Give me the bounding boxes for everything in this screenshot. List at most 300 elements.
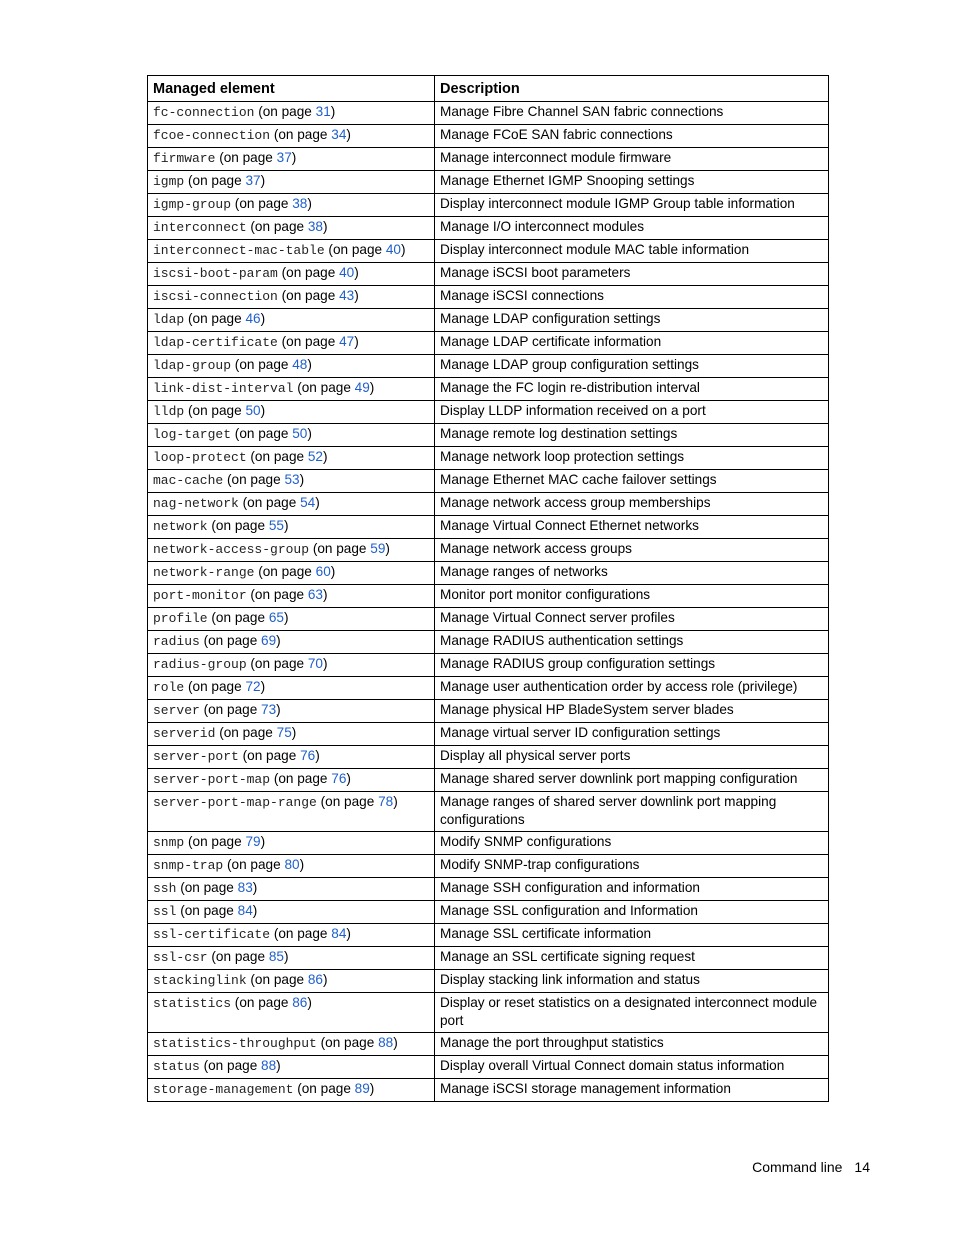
managed-element-cell bbox=[148, 901, 435, 924]
page-reference-link[interactable]: 49 bbox=[354, 380, 370, 395]
managed-element-cell bbox=[148, 171, 435, 194]
command-name: link-dist-interval bbox=[153, 381, 294, 396]
on-page-suffix: ) bbox=[260, 834, 266, 849]
on-page-suffix: ) bbox=[322, 449, 328, 464]
managed-element-cell bbox=[148, 993, 435, 1033]
table-row bbox=[148, 769, 829, 792]
on-page-suffix: ) bbox=[322, 972, 328, 987]
managed-element-cell bbox=[148, 608, 435, 631]
description-cell: Modify SNMP configurations bbox=[435, 832, 829, 855]
on-page-prefix: (on page bbox=[211, 610, 269, 625]
managed-element-cell bbox=[148, 240, 435, 263]
page-reference-link[interactable]: 78 bbox=[378, 794, 394, 809]
managed-element-cell bbox=[148, 355, 435, 378]
table-row bbox=[148, 1079, 829, 1102]
table-row bbox=[148, 309, 829, 332]
page-reference-link[interactable]: 60 bbox=[315, 564, 331, 579]
on-page-suffix: ) bbox=[283, 518, 289, 533]
managed-element-cell bbox=[148, 832, 435, 855]
command-name: igmp-group bbox=[153, 197, 232, 212]
page-reference-link[interactable]: 34 bbox=[331, 127, 347, 142]
table-row bbox=[148, 631, 829, 654]
command-name: server-port bbox=[153, 749, 239, 764]
on-page-suffix: ) bbox=[315, 495, 320, 510]
command-name: log-target bbox=[153, 427, 232, 442]
on-page-suffix: ) bbox=[330, 564, 336, 579]
table-row bbox=[148, 378, 829, 401]
description-cell: Manage RADIUS authentication settings bbox=[435, 631, 829, 654]
managed-element-cell bbox=[148, 424, 435, 447]
managed-element-cell bbox=[148, 924, 435, 947]
page-reference-link[interactable]: 76 bbox=[300, 748, 316, 763]
description-cell: Display interconnect module MAC table information bbox=[435, 240, 829, 263]
table-row bbox=[148, 424, 829, 447]
on-page-suffix: ) bbox=[276, 1058, 281, 1073]
description-cell: Manage interconnect module firmware bbox=[435, 148, 829, 171]
table-row bbox=[148, 447, 829, 470]
page-footer bbox=[752, 1159, 870, 1175]
on-page-suffix: ) bbox=[299, 857, 305, 872]
description-cell: Manage remote log destination settings bbox=[435, 424, 829, 447]
page-reference-link[interactable]: 46 bbox=[245, 311, 261, 326]
command-name: ldap-group bbox=[153, 358, 232, 373]
table-row bbox=[148, 401, 829, 424]
page-reference-link[interactable]: 37 bbox=[245, 173, 261, 188]
page-reference-link[interactable]: 50 bbox=[245, 403, 261, 418]
command-name: stackinglink bbox=[153, 973, 247, 988]
page-reference-link[interactable]: 83 bbox=[237, 880, 253, 895]
on-page-prefix: (on page bbox=[242, 748, 301, 763]
command-name: ssl bbox=[153, 904, 177, 919]
description-cell: Manage ranges of shared server downlink port mapping configurations bbox=[435, 792, 829, 832]
page-reference-link[interactable]: 85 bbox=[268, 949, 284, 964]
on-page-suffix: ) bbox=[252, 903, 258, 918]
on-page-prefix: (on page bbox=[273, 127, 332, 142]
command-name: firmware bbox=[153, 151, 216, 166]
on-page-prefix: (on page bbox=[234, 357, 293, 372]
header-managed-element: Managed element bbox=[148, 76, 435, 102]
command-name: profile bbox=[153, 611, 208, 626]
table-row bbox=[148, 792, 829, 832]
on-page-suffix: ) bbox=[260, 173, 266, 188]
page-reference-link[interactable]: 50 bbox=[292, 426, 308, 441]
description-cell: Display all physical server ports bbox=[435, 746, 829, 769]
footer-section-title: Command line bbox=[752, 1159, 843, 1175]
on-page-prefix: (on page bbox=[188, 834, 246, 849]
on-page-suffix: ) bbox=[322, 587, 328, 602]
page-reference-link[interactable]: 55 bbox=[268, 518, 284, 533]
description-cell: Manage network loop protection settings bbox=[435, 447, 829, 470]
managed-element-cell bbox=[148, 700, 435, 723]
managed-element-cell bbox=[148, 447, 435, 470]
footer-page-number: 14 bbox=[854, 1159, 870, 1175]
on-page-suffix: ) bbox=[369, 380, 375, 395]
managed-element-cell bbox=[148, 769, 435, 792]
command-name: storage-management bbox=[153, 1082, 294, 1097]
table-row bbox=[148, 855, 829, 878]
managed-element-cell bbox=[148, 309, 435, 332]
on-page-suffix: ) bbox=[346, 127, 351, 142]
command-name: fc-connection bbox=[153, 105, 255, 120]
page-reference-link[interactable]: 75 bbox=[276, 725, 292, 740]
on-page-prefix: (on page bbox=[203, 633, 262, 648]
on-page-suffix: ) bbox=[393, 794, 398, 809]
description-cell: Manage ranges of networks bbox=[435, 562, 829, 585]
description-cell: Manage virtual server ID configuration settings bbox=[435, 723, 829, 746]
table-row bbox=[148, 924, 829, 947]
on-page-suffix: ) bbox=[401, 242, 406, 257]
on-page-prefix: (on page bbox=[312, 541, 371, 556]
table-row bbox=[148, 878, 829, 901]
description-cell: Manage network access group memberships bbox=[435, 493, 829, 516]
description-cell: Manage LDAP certificate information bbox=[435, 332, 829, 355]
page-reference-link[interactable]: 86 bbox=[292, 995, 308, 1010]
page-reference-link[interactable]: 84 bbox=[237, 903, 253, 918]
page-reference-link[interactable]: 53 bbox=[284, 472, 300, 487]
table-row bbox=[148, 286, 829, 309]
managed-element-cell bbox=[148, 947, 435, 970]
table-row bbox=[148, 171, 829, 194]
command-name: ldap bbox=[153, 312, 185, 327]
on-page-suffix: ) bbox=[291, 150, 297, 165]
command-name: role bbox=[153, 680, 185, 695]
description-cell: Manage LDAP group configuration settings bbox=[435, 355, 829, 378]
on-page-prefix: (on page bbox=[211, 949, 269, 964]
managed-element-cell bbox=[148, 1033, 435, 1056]
managed-element-cell bbox=[148, 585, 435, 608]
command-name: statistics-throughput bbox=[153, 1036, 317, 1051]
page-reference-link[interactable]: 89 bbox=[354, 1081, 370, 1096]
description-cell: Manage iSCSI connections bbox=[435, 286, 829, 309]
command-name: igmp bbox=[153, 174, 185, 189]
description-cell: Display LLDP information received on a port bbox=[435, 401, 829, 424]
command-name: network bbox=[153, 519, 208, 534]
description-cell: Manage the port throughput statistics bbox=[435, 1033, 829, 1056]
page-reference-link[interactable]: 73 bbox=[261, 702, 277, 717]
table-row bbox=[148, 562, 829, 585]
table-row bbox=[148, 608, 829, 631]
description-cell: Manage Virtual Connect server profiles bbox=[435, 608, 829, 631]
on-page-suffix: ) bbox=[354, 288, 359, 303]
command-name: lldp bbox=[153, 404, 185, 419]
description-cell: Manage SSL configuration and Information bbox=[435, 901, 829, 924]
description-cell: Display stacking link information and status bbox=[435, 970, 829, 993]
table-row bbox=[148, 125, 829, 148]
managed-element-cell bbox=[148, 378, 435, 401]
description-cell: Display overall Virtual Connect domain status information bbox=[435, 1056, 829, 1079]
on-page-prefix: (on page bbox=[234, 196, 293, 211]
page-reference-link[interactable]: 88 bbox=[378, 1035, 394, 1050]
description-cell: Manage RADIUS group configuration settings bbox=[435, 654, 829, 677]
managed-element-cell bbox=[148, 194, 435, 217]
table-row bbox=[148, 970, 829, 993]
page-reference-link[interactable]: 65 bbox=[268, 610, 284, 625]
on-page-suffix: ) bbox=[283, 610, 289, 625]
page-reference-link[interactable]: 31 bbox=[315, 104, 331, 119]
description-cell: Manage Ethernet MAC cache failover settings bbox=[435, 470, 829, 493]
page-reference-link[interactable]: 70 bbox=[307, 656, 323, 671]
on-page-prefix: (on page bbox=[203, 702, 262, 717]
on-page-prefix: (on page bbox=[227, 472, 285, 487]
on-page-suffix: ) bbox=[393, 1035, 398, 1050]
description-cell: Manage physical HP BladeSystem server blades bbox=[435, 700, 829, 723]
on-page-suffix: ) bbox=[322, 656, 328, 671]
page-reference-link[interactable]: 84 bbox=[331, 926, 347, 941]
description-cell: Manage iSCSI storage management information bbox=[435, 1079, 829, 1102]
description-cell: Display or reset statistics on a designated interconnect module port bbox=[435, 993, 829, 1033]
managed-element-cell bbox=[148, 470, 435, 493]
managed-element-cell bbox=[148, 332, 435, 355]
table-row bbox=[148, 1033, 829, 1056]
on-page-suffix: ) bbox=[291, 725, 297, 740]
header-description: Description bbox=[435, 76, 829, 102]
description-cell: Manage Ethernet IGMP Snooping settings bbox=[435, 171, 829, 194]
description-cell: Display interconnect module IGMP Group table information bbox=[435, 194, 829, 217]
on-page-prefix: (on page bbox=[180, 880, 238, 895]
on-page-prefix: (on page bbox=[234, 426, 293, 441]
on-page-suffix: ) bbox=[315, 748, 320, 763]
command-name: loop-protect bbox=[153, 450, 247, 465]
on-page-prefix: (on page bbox=[250, 587, 308, 602]
table-row bbox=[148, 194, 829, 217]
table-row bbox=[148, 332, 829, 355]
on-page-suffix: ) bbox=[354, 265, 359, 280]
managed-element-cell bbox=[148, 286, 435, 309]
page-reference-link[interactable]: 80 bbox=[284, 857, 300, 872]
managed-element-cell bbox=[148, 148, 435, 171]
description-cell: Manage an SSL certificate signing request bbox=[435, 947, 829, 970]
table-row bbox=[148, 993, 829, 1033]
managed-element-cell bbox=[148, 723, 435, 746]
on-page-prefix: (on page bbox=[281, 265, 340, 280]
managed-element-cell bbox=[148, 631, 435, 654]
command-name: server-port-map bbox=[153, 772, 271, 787]
page-reference-link[interactable]: 38 bbox=[292, 196, 308, 211]
description-cell: Manage LDAP configuration settings bbox=[435, 309, 829, 332]
table-row bbox=[148, 217, 829, 240]
page-reference-link[interactable]: 63 bbox=[307, 587, 323, 602]
page-reference-link[interactable]: 48 bbox=[292, 357, 308, 372]
table-row bbox=[148, 585, 829, 608]
managed-element-cell bbox=[148, 217, 435, 240]
managed-element-cell bbox=[148, 539, 435, 562]
command-name: ssl-certificate bbox=[153, 927, 271, 942]
table-row bbox=[148, 1056, 829, 1079]
on-page-prefix: (on page bbox=[188, 403, 246, 418]
table-row bbox=[148, 700, 829, 723]
table-row bbox=[148, 470, 829, 493]
on-page-suffix: ) bbox=[307, 357, 312, 372]
on-page-suffix: ) bbox=[307, 196, 312, 211]
managed-element-cell bbox=[148, 562, 435, 585]
page-reference-link[interactable]: 69 bbox=[261, 633, 277, 648]
managed-element-cell bbox=[148, 401, 435, 424]
command-name: serverid bbox=[153, 726, 216, 741]
command-name: port-monitor bbox=[153, 588, 247, 603]
on-page-prefix: (on page bbox=[273, 926, 332, 941]
table-row bbox=[148, 102, 829, 125]
on-page-suffix: ) bbox=[299, 472, 305, 487]
table-row bbox=[148, 654, 829, 677]
command-name: status bbox=[153, 1059, 200, 1074]
table-body bbox=[148, 102, 829, 1102]
page-reference-link[interactable]: 86 bbox=[307, 972, 323, 987]
command-name: network-access-group bbox=[153, 542, 310, 557]
page-reference-link[interactable]: 59 bbox=[370, 541, 386, 556]
description-cell: Monitor port monitor configurations bbox=[435, 585, 829, 608]
command-name: fcoe-connection bbox=[153, 128, 271, 143]
command-name: network-range bbox=[153, 565, 255, 580]
managed-element-cell bbox=[148, 102, 435, 125]
on-page-suffix: ) bbox=[322, 219, 328, 234]
managed-element-cell bbox=[148, 792, 435, 832]
on-page-prefix: (on page bbox=[281, 334, 340, 349]
on-page-prefix: (on page bbox=[328, 242, 386, 257]
command-name: interconnect-mac-table bbox=[153, 243, 325, 258]
on-page-prefix: (on page bbox=[188, 311, 246, 326]
on-page-prefix: (on page bbox=[219, 725, 277, 740]
description-cell: Manage iSCSI boot parameters bbox=[435, 263, 829, 286]
page-reference-link[interactable]: 37 bbox=[276, 150, 292, 165]
command-name: iscsi-connection bbox=[153, 289, 278, 304]
command-name: server bbox=[153, 703, 200, 718]
table-row bbox=[148, 901, 829, 924]
on-page-suffix: ) bbox=[260, 679, 266, 694]
table-row bbox=[148, 493, 829, 516]
on-page-prefix: (on page bbox=[219, 150, 277, 165]
table-row bbox=[148, 355, 829, 378]
on-page-suffix: ) bbox=[330, 104, 336, 119]
description-cell: Manage SSL certificate information bbox=[435, 924, 829, 947]
on-page-suffix: ) bbox=[260, 403, 266, 418]
on-page-prefix: (on page bbox=[258, 104, 316, 119]
on-page-prefix: (on page bbox=[320, 1035, 379, 1050]
on-page-prefix: (on page bbox=[250, 656, 308, 671]
on-page-prefix: (on page bbox=[188, 173, 246, 188]
managed-element-cell bbox=[148, 970, 435, 993]
managed-element-cell bbox=[148, 263, 435, 286]
on-page-suffix: ) bbox=[307, 426, 312, 441]
description-cell: Manage network access groups bbox=[435, 539, 829, 562]
on-page-prefix: (on page bbox=[297, 1081, 355, 1096]
command-name: radius bbox=[153, 634, 200, 649]
managed-element-cell bbox=[148, 493, 435, 516]
on-page-prefix: (on page bbox=[203, 1058, 262, 1073]
on-page-prefix: (on page bbox=[188, 679, 246, 694]
on-page-prefix: (on page bbox=[250, 219, 308, 234]
table-row bbox=[148, 947, 829, 970]
managed-element-cell bbox=[148, 746, 435, 769]
command-name: snmp bbox=[153, 835, 185, 850]
on-page-suffix: ) bbox=[252, 880, 258, 895]
on-page-suffix: ) bbox=[346, 926, 351, 941]
on-page-prefix: (on page bbox=[227, 857, 285, 872]
command-name: snmp-trap bbox=[153, 858, 224, 873]
table-row bbox=[148, 148, 829, 171]
managed-elements-table bbox=[147, 75, 829, 1102]
on-page-prefix: (on page bbox=[242, 495, 301, 510]
on-page-prefix: (on page bbox=[273, 771, 332, 786]
managed-element-cell bbox=[148, 516, 435, 539]
on-page-prefix: (on page bbox=[320, 794, 379, 809]
description-cell: Manage FCoE SAN fabric connections bbox=[435, 125, 829, 148]
description-cell: Manage the FC login re-distribution interval bbox=[435, 378, 829, 401]
managed-element-cell bbox=[148, 654, 435, 677]
command-name: mac-cache bbox=[153, 473, 224, 488]
table-row bbox=[148, 516, 829, 539]
command-name: ssh bbox=[153, 881, 177, 896]
managed-element-cell bbox=[148, 878, 435, 901]
on-page-suffix: ) bbox=[276, 702, 281, 717]
table-row bbox=[148, 240, 829, 263]
page-reference-link[interactable]: 47 bbox=[339, 334, 355, 349]
description-cell: Manage Virtual Connect Ethernet networks bbox=[435, 516, 829, 539]
on-page-prefix: (on page bbox=[258, 564, 316, 579]
command-name: statistics bbox=[153, 996, 232, 1011]
description-cell: Manage shared server downlink port mapping configuration bbox=[435, 769, 829, 792]
command-name: nag-network bbox=[153, 496, 239, 511]
page-reference-link[interactable]: 72 bbox=[245, 679, 261, 694]
description-cell: Modify SNMP-trap configurations bbox=[435, 855, 829, 878]
on-page-prefix: (on page bbox=[234, 995, 293, 1010]
page-reference-link[interactable]: 52 bbox=[307, 449, 323, 464]
page-reference-link[interactable]: 76 bbox=[331, 771, 347, 786]
description-cell: Manage Fibre Channel SAN fabric connections bbox=[435, 102, 829, 125]
table-row bbox=[148, 677, 829, 700]
on-page-prefix: (on page bbox=[297, 380, 355, 395]
on-page-suffix: ) bbox=[307, 995, 312, 1010]
command-name: server-port-map-range bbox=[153, 795, 317, 810]
command-name: iscsi-boot-param bbox=[153, 266, 278, 281]
on-page-suffix: ) bbox=[385, 541, 390, 556]
managed-element-cell bbox=[148, 1079, 435, 1102]
table-row bbox=[148, 539, 829, 562]
on-page-prefix: (on page bbox=[180, 903, 238, 918]
page-reference-link[interactable]: 43 bbox=[339, 288, 355, 303]
table-row bbox=[148, 723, 829, 746]
command-name: ssl-csr bbox=[153, 950, 208, 965]
command-name: radius-group bbox=[153, 657, 247, 672]
managed-element-cell bbox=[148, 677, 435, 700]
description-cell: Manage SSH configuration and information bbox=[435, 878, 829, 901]
table-row bbox=[148, 263, 829, 286]
page-reference-link[interactable]: 40 bbox=[385, 242, 401, 257]
command-name: interconnect bbox=[153, 220, 247, 235]
on-page-suffix: ) bbox=[276, 633, 281, 648]
table-row bbox=[148, 832, 829, 855]
on-page-prefix: (on page bbox=[250, 449, 308, 464]
page-reference-link[interactable]: 40 bbox=[339, 265, 355, 280]
on-page-suffix: ) bbox=[354, 334, 359, 349]
page-reference-link[interactable]: 88 bbox=[261, 1058, 277, 1073]
command-name: ldap-certificate bbox=[153, 335, 278, 350]
table-header-row bbox=[148, 76, 829, 102]
page-reference-link[interactable]: 38 bbox=[307, 219, 323, 234]
on-page-suffix: ) bbox=[346, 771, 351, 786]
on-page-suffix: ) bbox=[283, 949, 289, 964]
managed-element-cell bbox=[148, 855, 435, 878]
table-row bbox=[148, 746, 829, 769]
page-reference-link[interactable]: 54 bbox=[300, 495, 316, 510]
managed-element-cell bbox=[148, 1056, 435, 1079]
on-page-suffix: ) bbox=[260, 311, 266, 326]
page-reference-link[interactable]: 79 bbox=[245, 834, 261, 849]
on-page-prefix: (on page bbox=[281, 288, 340, 303]
managed-element-cell bbox=[148, 125, 435, 148]
description-cell: Manage user authentication order by access role (privilege) bbox=[435, 677, 829, 700]
description-cell: Manage I/O interconnect modules bbox=[435, 217, 829, 240]
on-page-prefix: (on page bbox=[250, 972, 308, 987]
